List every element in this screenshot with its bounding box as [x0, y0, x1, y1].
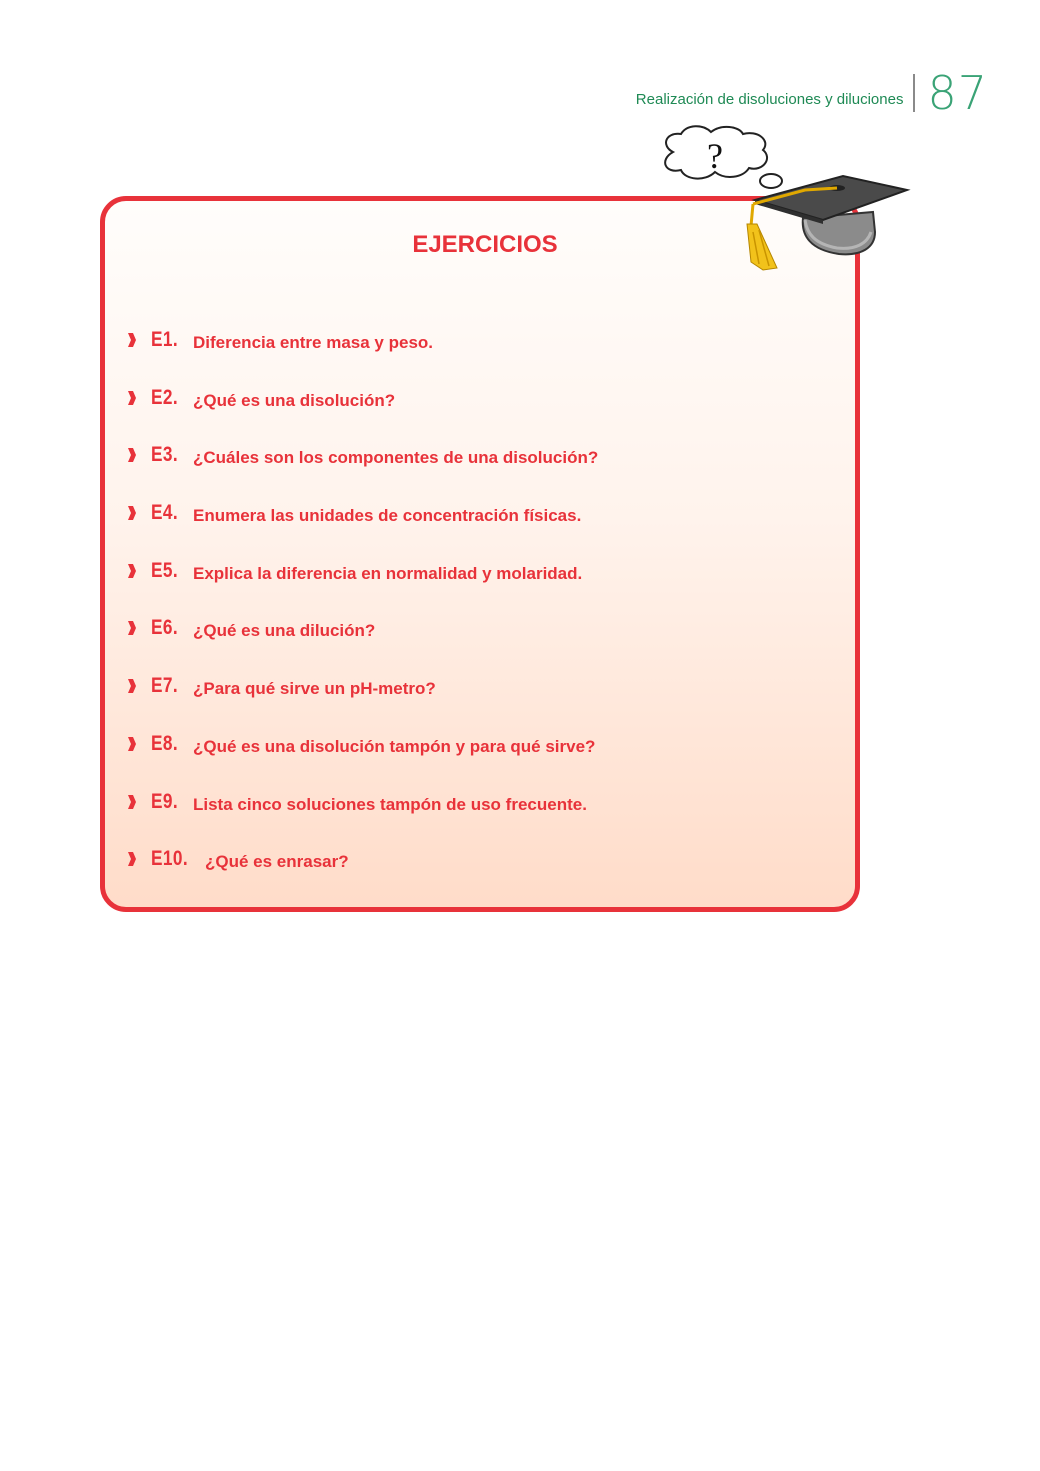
exercise-text: Diferencia entre masa y peso. [193, 333, 434, 352]
exercise-text: Enumera las unidades de concentración físicas. [193, 506, 582, 526]
page-number: 87 [927, 66, 988, 120]
exercise-code: E9. [151, 789, 179, 813]
header-divider [913, 74, 915, 112]
exercise-item [127, 386, 835, 444]
exercise-list [127, 328, 835, 905]
exercise-text: ¿Qué es una disolución? [193, 390, 396, 410]
bullet-icon [127, 794, 137, 810]
graduation-cap-thought-icon [655, 124, 915, 274]
exercise-item [127, 732, 835, 790]
bullet-icon [127, 505, 137, 521]
exercise-item [127, 328, 835, 386]
bullet-icon [127, 447, 137, 463]
exercise-text: ¿Cuáles son los componentes de una disolución? [193, 448, 599, 468]
exercise-code: E3. [151, 443, 179, 467]
bullet-icon [127, 563, 137, 579]
exercises-box [100, 196, 860, 912]
exercise-item [127, 501, 835, 559]
exercise-text: ¿Qué es una dilución? [193, 621, 376, 641]
bullet-icon [127, 332, 137, 348]
box-title: EJERCICIOS [412, 231, 558, 258]
bullet-icon [127, 678, 137, 694]
exercise-text: Explica la diferencia en normalidad y molaridad. [193, 563, 583, 583]
exercise-code: E7. [151, 674, 179, 698]
question-mark: ? [707, 136, 723, 176]
bullet-icon [127, 390, 137, 406]
exercise-item [127, 559, 835, 617]
exercise-code: E1. [151, 328, 179, 351]
chapter-title: Realización de disoluciones y diluciones [635, 91, 904, 108]
exercise-item [127, 790, 835, 848]
bullet-icon [127, 620, 137, 636]
exercise-item [127, 674, 835, 732]
exercise-text: ¿Para qué sirve un pH-metro? [193, 679, 436, 699]
exercise-code: E5. [151, 558, 179, 582]
exercise-text: ¿Qué es una disolución tampón y para qué sirve? [193, 736, 596, 756]
exercise-text: ¿Qué es enrasar? [205, 852, 349, 872]
bullet-icon [127, 851, 137, 867]
bullet-icon [127, 736, 137, 752]
exercise-item [127, 443, 835, 501]
page-header [635, 66, 988, 120]
exercise-item [127, 616, 835, 674]
exercise-code: E4. [151, 501, 179, 525]
exercise-item [127, 847, 835, 905]
exercise-code: E8. [151, 731, 179, 755]
exercise-code: E6. [151, 616, 179, 640]
exercise-code: E2. [151, 385, 179, 409]
exercise-code: E10. [151, 847, 189, 871]
exercise-text: Lista cinco soluciones tampón de uso frecuente. [193, 794, 587, 814]
